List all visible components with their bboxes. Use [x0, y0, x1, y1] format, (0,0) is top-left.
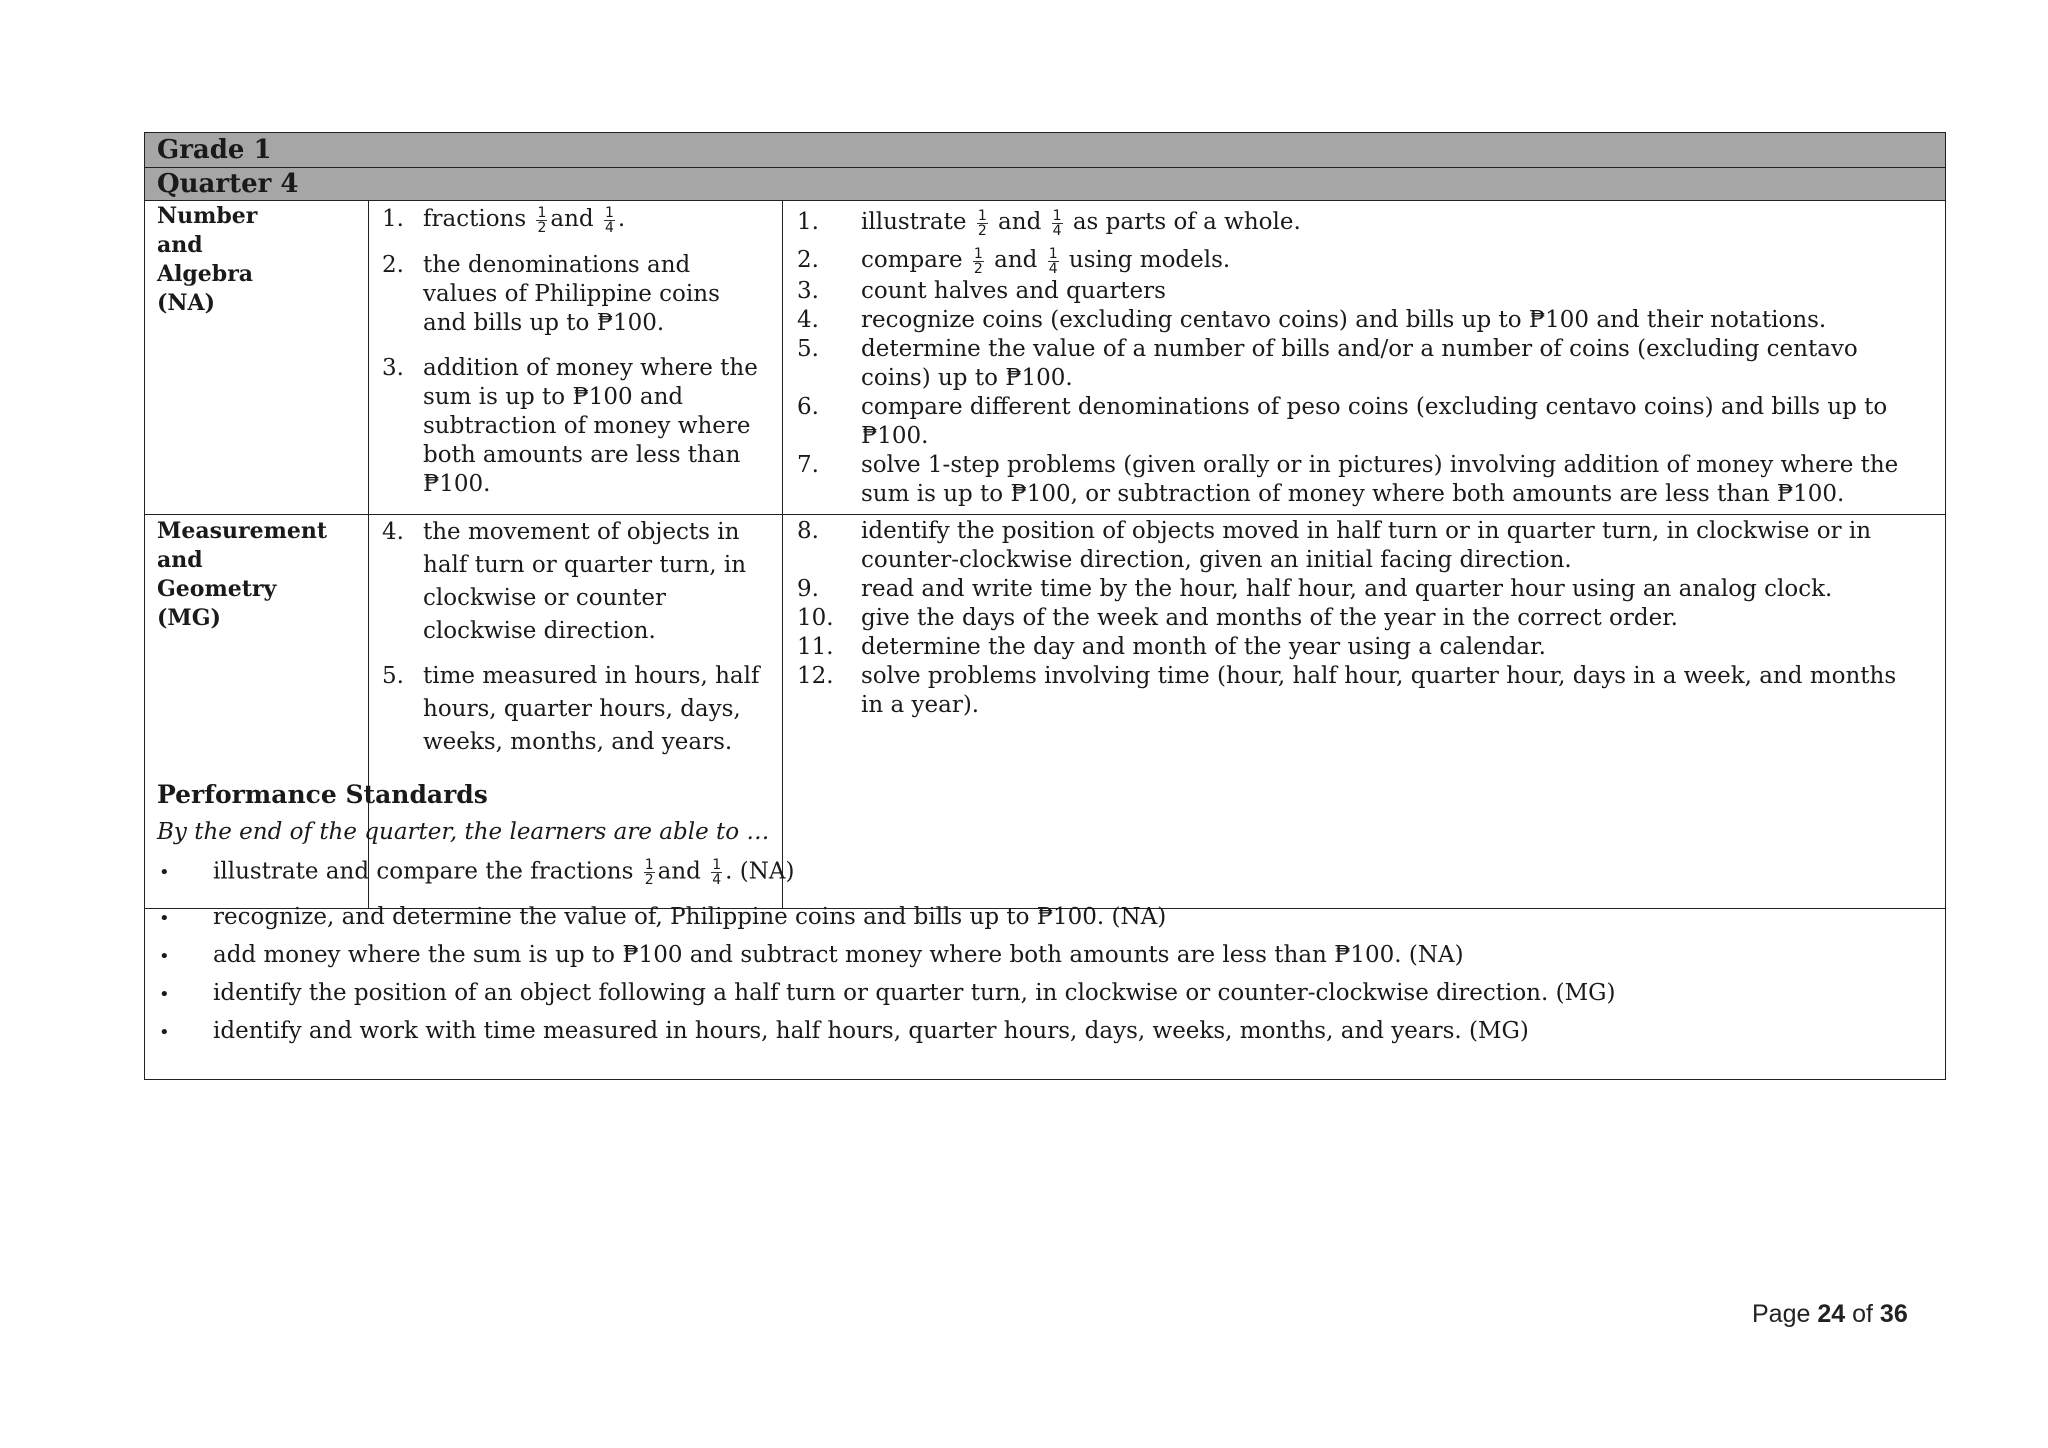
competencies-mg	[797, 517, 1922, 720]
content-standard-item: 2. the denominations and values of Philippine coins and bills up to ₱100.	[382, 251, 720, 336]
fraction-one-quarter: $\frac{1}{4}$	[604, 204, 614, 236]
competency-item: 7. solve 1-step problems (given orally or in pictures) involving addition of money where the sum is up to ₱100, or subtraction of money where both amounts are less than ₱100.	[797, 452, 1899, 507]
competency-item: 2. compare $\frac{1}{2}$ and $\frac{1}{4}$ using models.	[797, 245, 1231, 277]
content-standard-item: 1. fractions $\frac{1}{2}$ and $\frac{1}{4}$ .	[382, 204, 626, 236]
competency-item: 10. give the days of the week and months of the year in the correct order.	[797, 605, 1678, 631]
content-standards-mg	[382, 516, 770, 759]
content-standard-item: 4. the movement of objects in half turn or quarter turn, in clockwise or counter clockwise direction.	[382, 519, 747, 644]
bullet-icon: •	[159, 862, 170, 883]
competencies-na	[797, 205, 1922, 509]
fraction-one-quarter: $\frac{1}{4}$	[1048, 245, 1058, 277]
fraction-one-quarter: $\frac{1}{4}$	[712, 857, 722, 888]
competency-item: 1. illustrate $\frac{1}{2}$ and $\frac{1}{4}$ as parts of a whole.	[797, 207, 1301, 239]
fraction-one-half: $\frac{1}{2}$	[977, 207, 987, 239]
bullet-icon: •	[159, 984, 170, 1005]
domain-label-na: Number and Algebra (NA)	[157, 203, 258, 316]
competency-item: 12. solve problems involving time (hour, half hour, quarter hour, days in a week, and months in a year).	[797, 663, 1897, 718]
column-divider-2	[782, 201, 783, 908]
competency-item: 6. compare different denominations of peso coins (excluding centavo coins) and bills up to ₱100.	[797, 394, 1888, 449]
competency-item: 5. determine the value of a number of bills and/or a number of coins (excluding centavo coins) up to ₱100.	[797, 336, 1858, 391]
competency-item: 9. read and write time by the hour, half hour, and quarter hour using an analog clock.	[797, 576, 1833, 602]
fraction-one-half: $\frac{1}{2}$	[537, 204, 547, 236]
page-number: Page 24 of 36	[1752, 1300, 1908, 1328]
grade-header: Grade 1	[145, 133, 1945, 168]
domain-label-mg: Measurement and Geometry (MG)	[157, 518, 328, 631]
fraction-one-half: $\frac{1}{2}$	[644, 857, 654, 888]
competency-item: 8. identify the position of objects moved in half turn or in quarter turn, in clockwise or in counter-clockwise direction, given an initial facing direction.	[797, 518, 1872, 573]
bullet-icon: •	[159, 908, 170, 929]
bullet-icon: •	[159, 946, 170, 967]
competency-item: 3. count halves and quarters	[797, 278, 1166, 304]
fraction-one-quarter: $\frac{1}{4}$	[1052, 207, 1062, 239]
performance-standards-title: Performance Standards	[157, 780, 488, 809]
quarter-header: Quarter 4	[145, 168, 1945, 201]
competency-item: 4. recognize coins (excluding centavo coins) and bills up to ₱100 and their notations.	[797, 307, 1827, 333]
content-standard-item: 5. time measured in hours, half hours, quarter hours, days, weeks, months, and years.	[382, 663, 760, 755]
row-divider-1	[145, 514, 1945, 515]
content-standards-na	[382, 205, 770, 499]
content-standard-item: 3. addition of money where the sum is up to ₱100 and subtraction of money where both amounts are less than ₱100.	[382, 354, 758, 497]
bullet-icon: •	[159, 1022, 170, 1043]
competency-item: 11. determine the day and month of the year using a calendar.	[797, 634, 1546, 660]
fraction-one-half: $\frac{1}{2}$	[973, 245, 983, 277]
curriculum-table: Grade 1 Quarter 4 Number and Algebra (NA) 1. fractions $\frac{1}{2}$ and $\frac{1}{4}$ . 2. the denominations and values of Philippine coins and bills up to ₱100. 3. addition of money where the sum is up to ₱100 and subtraction of money where both amounts are less than ₱100. 1. illustrate $\frac{1}{2}$ and $\frac{1}{4}$ as parts of a whole. 2. compare $\frac{1}{2}$ and $\frac{1}{4}$ using models. 3. count halves and quarters 4. recognize coins (excluding centavo coins) and bills up to ₱100 and their notations. 5. determine the value of a number of bills and/or a number of coins (excluding centavo coins) up to ₱100. 6. compare different denominations of peso coins (excluding centavo coins) and bills up to ₱100. 7. solve 1-step problems (given orally or in pictures) involving addition of money where the sum is up to ₱100, or subtraction of money where both amounts are less than ₱100. Measurement and Geometry (MG) 4. the movement of objects in half turn or quarter turn, in clockwise or counter clockwise direction. 5. time measured in hours, half hours, quarter hours, days, weeks, months, and years. 8. identify the position of objects moved in half turn or in quarter turn, in clockwise or in counter-clockwise direction, given an initial facing direction. 9. read and write time by the hour, half hour, and quarter hour using an analog clock. 10. give the days of the week and months of the year in the correct order. 11. determine the day and month of the year using a calendar. 12. solve problems involving time (hour, half hour, quarter hour, days in a week, and months in a year). Performance Standards By the end of the quarter, the learners are able to … • illustrate and compare the fractions $\frac{1}{2}$ and $\frac{1}{4}$ . (NA) • recognize, and determine the value of, Philippine coins and bills up to ₱100. (NA) • add money where the sum is up to ₱100 and subtract money where both amounts are less than ₱100. (NA) • identify the position of an object following a half turn or quarter turn, in clockwise or counter-clockwise direction. (MG) • identify and work with time measured in hours, half hours, quarter hours, days, weeks, months, and years. (MG)	[144, 132, 1946, 1080]
performance-standards-intro: By the end of the quarter, the learners are able to …	[157, 819, 770, 845]
